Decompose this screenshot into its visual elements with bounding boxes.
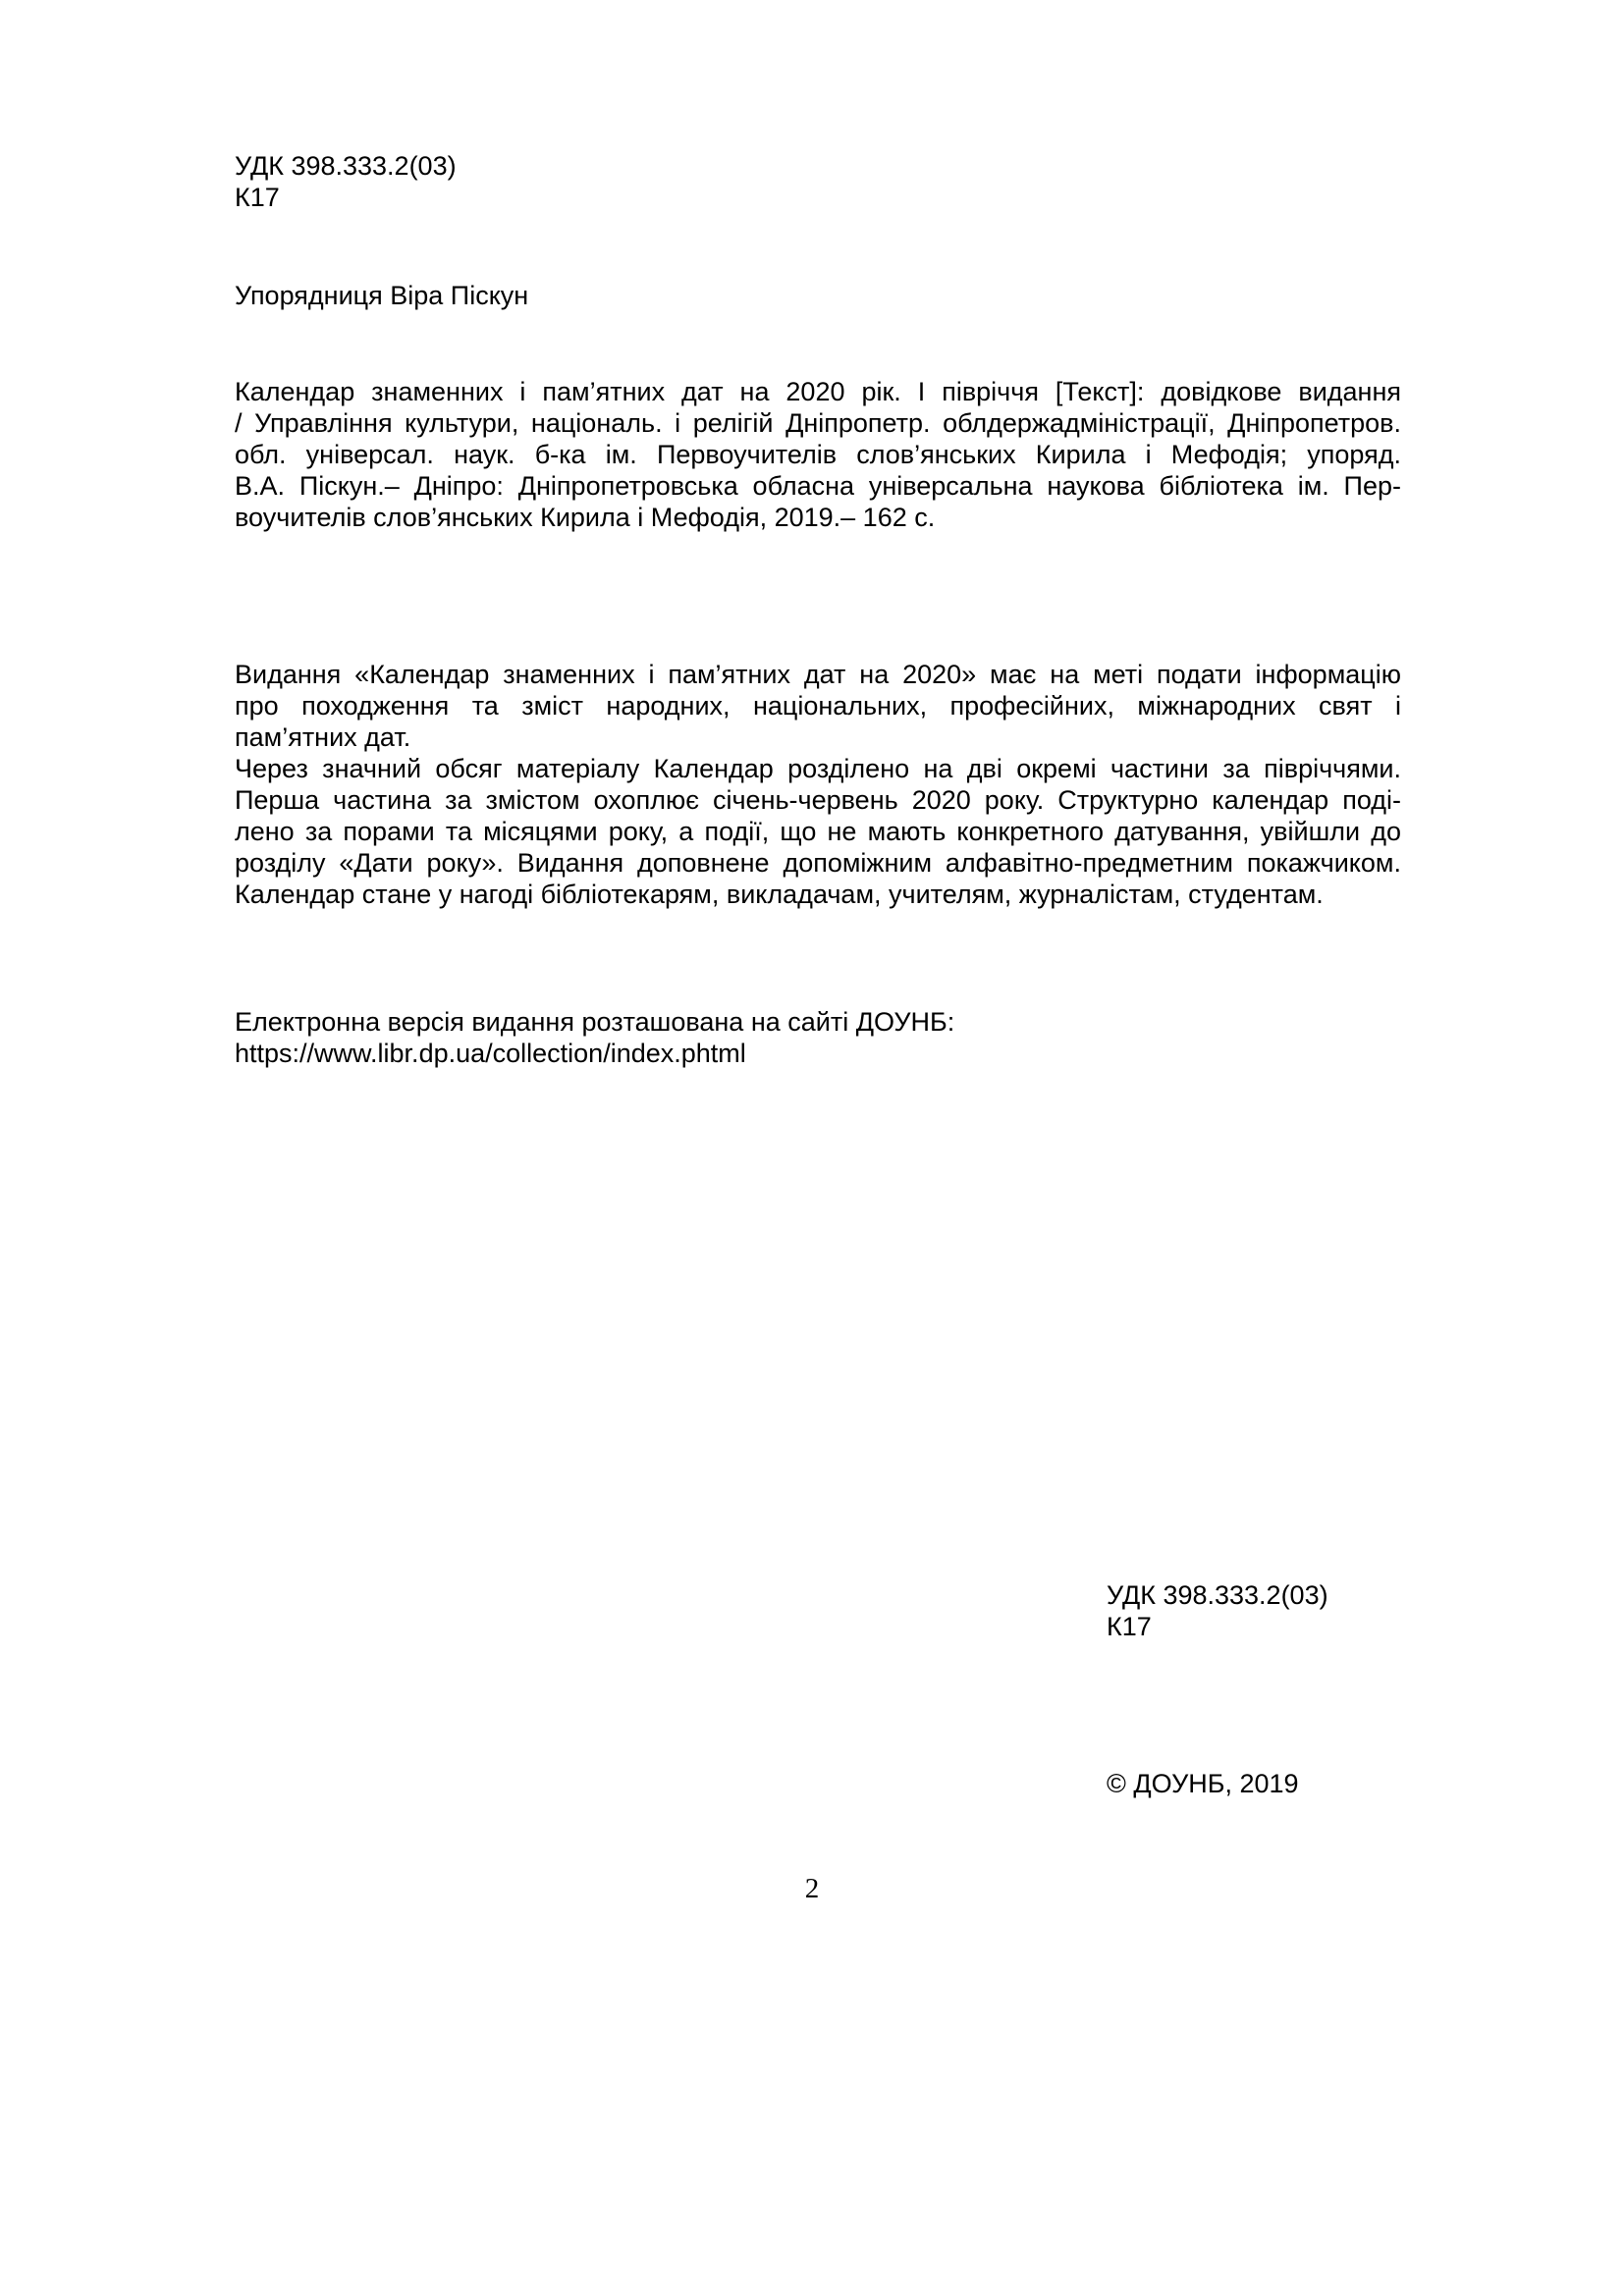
bib-line: В.А. Піскун.– Дніпро: Дніпропетровська обласна універсальна наукова бібліотека ім. Пер- — [235, 471, 1401, 501]
description-line: Через значний обсяг матеріалу Календар розділено на дві окремі частини за півріччями. — [235, 754, 1401, 783]
bib-line: / Управління культури, національ. і релігій Дніпропетр. облдержадміністрації, Дніпропетров. — [235, 408, 1401, 438]
udk-code-bottom: УДК 398.333.2(03) — [1107, 1580, 1328, 1610]
description-line: Видання «Календар знаменних і пам’ятних дат на 2020» має на меті подати інформацію — [235, 660, 1401, 689]
copyright-text: © ДОУНБ, 2019 — [1107, 1769, 1299, 1798]
bib-line: Календар знаменних і пам’ятних дат на 2020 рік. І півріччя [Текст]: довідкове видання — [235, 377, 1401, 406]
udk-code: УДК 398.333.2(03) — [235, 151, 457, 181]
description-line: розділу «Дати року». Видання доповнене допоміжним алфавітно-предметним покажчиком. — [235, 848, 1401, 878]
bibliographic-description — [235, 376, 1401, 533]
compiler-name: Упорядниця Віра Піскун — [235, 281, 529, 310]
electronic-version-url[interactable]: https://www.libr.dp.ua/collection/index.phtml — [235, 1039, 746, 1068]
author-mark: К17 — [235, 183, 280, 212]
description-line: Календар стане у нагоді бібліотекарям, викладачам, учителям, журналістам, студентам. — [235, 880, 1324, 909]
bib-line: воучителів слов’янських Кирила і Мефодія, 2019.– 162 с. — [235, 503, 936, 532]
description-line: пам’ятних дат. — [235, 722, 411, 752]
electronic-version-label: Електронна версія видання розташована на сайті ДОУНБ: — [235, 1007, 955, 1037]
udk-classification-bottom — [1107, 1579, 1401, 1642]
page-number: 2 — [804, 1873, 820, 1904]
electronic-version — [235, 1006, 1401, 1069]
udk-classification-top — [235, 150, 1401, 213]
compiler-credit — [235, 280, 1401, 311]
description-line: про походження та зміст народних, національних, професійних, міжнародних свят і — [235, 691, 1401, 721]
description-line: Перша частина за змістом охоплює січень-червень 2020 року. Структурно календар поді- — [235, 785, 1401, 815]
bib-line: обл. універсал. наук. б-ка ім. Первоучителів слов’янських Кирила і Мефодія; упоряд. — [235, 440, 1401, 469]
author-mark-bottom: К17 — [1107, 1612, 1152, 1641]
description-line: лено за порами та місяцями року, а події, що не мають конкретного датування, увійшли до — [235, 817, 1401, 846]
copyright-notice — [1107, 1768, 1401, 1799]
edition-description — [235, 659, 1401, 910]
